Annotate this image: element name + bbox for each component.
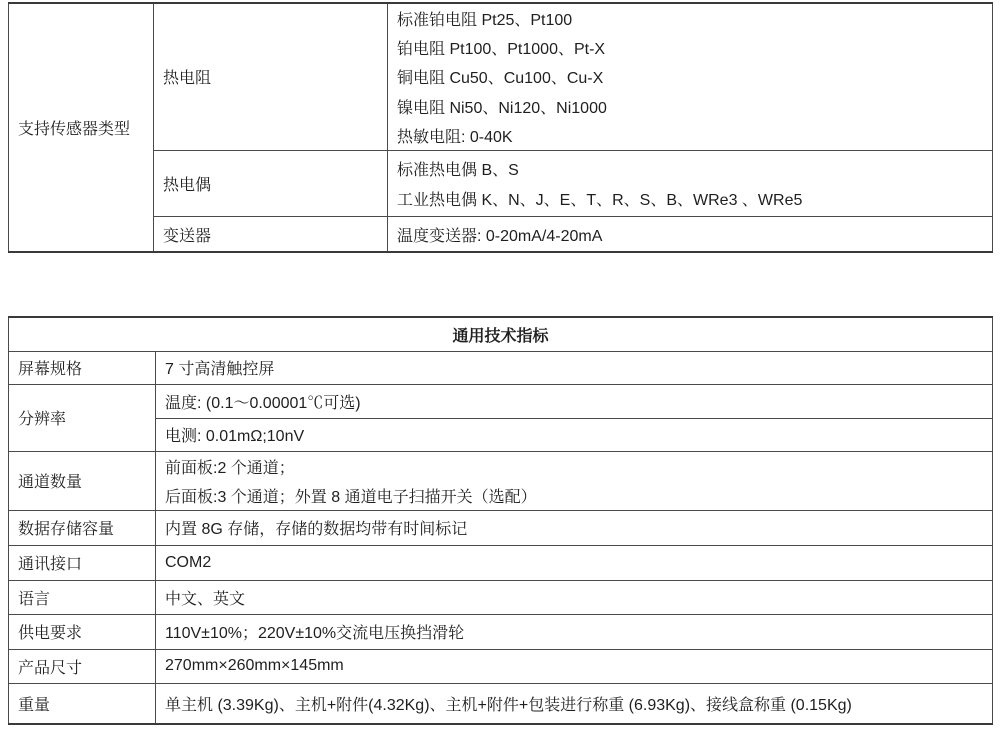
cell-text-line: 工业热电偶 K、N、J、E、T、R、S、B、WRe3 、WRe5 <box>397 191 803 209</box>
cell-text-line: 铂电阻 Pt100、Pt1000、Pt-X <box>397 41 606 59</box>
spec-value-cell: 单主机 (3.39Kg)、主机+附件(4.32Kg)、主机+附件+包装进行称重 (6.93Kg)、接线盒称重 (0.15Kg) <box>156 683 993 724</box>
spec-value-cell: 7 寸高清触控屏 <box>156 351 993 384</box>
spec-label-cell: 屏幕规格 <box>9 351 156 384</box>
spec-value-cell: 270mm×260mm×145mm <box>156 649 993 683</box>
cell-text-line: 铜电阻 Cu50、Cu100、Cu-X <box>397 70 604 88</box>
sensor-values-cell <box>388 150 993 216</box>
spec-value-cell: 110V±10%；220V±10%交流电压换挡滑轮 <box>156 614 993 649</box>
sensor-type-cell: 热电偶 <box>154 150 388 216</box>
spec-label-cell: 语言 <box>9 580 156 614</box>
spec-value-cell: 电测: 0.01mΩ;10nV <box>156 418 993 451</box>
sensor-category-cell: 支持传感器类型 <box>9 3 154 252</box>
cell-text-line: 镍电阻 Ni50、Ni120、Ni1000 <box>397 99 607 117</box>
sensor-type-cell: 变送器 <box>154 216 388 252</box>
cell-text-line: 标准铂电阻 Pt25、Pt100 <box>397 12 573 30</box>
spec-label-cell: 重量 <box>9 683 156 724</box>
spec-label-cell: 通道数量 <box>9 451 156 510</box>
spec-value-cell: 温度: (0.1～0.00001℃可选) <box>156 384 993 418</box>
spec-label-cell: 通讯接口 <box>9 545 156 580</box>
cell-text-line: 后面板:3 个通道；外置 8 通道电子扫描开关（选配） <box>165 488 537 506</box>
spec-label-cell: 分辨率 <box>9 384 156 451</box>
spec-table <box>8 316 993 725</box>
spec-label-cell: 供电要求 <box>9 614 156 649</box>
spec-label-cell: 数据存储容量 <box>9 510 156 545</box>
cell-text-line: 热敏电阻: 0-40K <box>397 128 513 146</box>
cell-text-line: 标准热电偶 B、S <box>397 162 519 180</box>
sensor-type-cell: 热电阻 <box>154 3 388 150</box>
sensor-values-cell: 温度变送器: 0-20mA/4-20mA <box>388 216 993 252</box>
sensor-table <box>8 2 993 253</box>
sensor-values-cell <box>388 3 993 150</box>
spec-value-cell: 中文、英文 <box>156 580 993 614</box>
spec-table-title: 通用技术指标 <box>9 317 993 351</box>
spec-value-cell: COM2 <box>156 545 993 580</box>
spec-label-cell: 产品尺寸 <box>9 649 156 683</box>
spec-value-cell: 内置 8G 存储，存储的数据均带有时间标记 <box>156 510 993 545</box>
cell-text-line: 前面板:2 个通道； <box>165 459 295 477</box>
spec-value-cell <box>156 451 993 510</box>
